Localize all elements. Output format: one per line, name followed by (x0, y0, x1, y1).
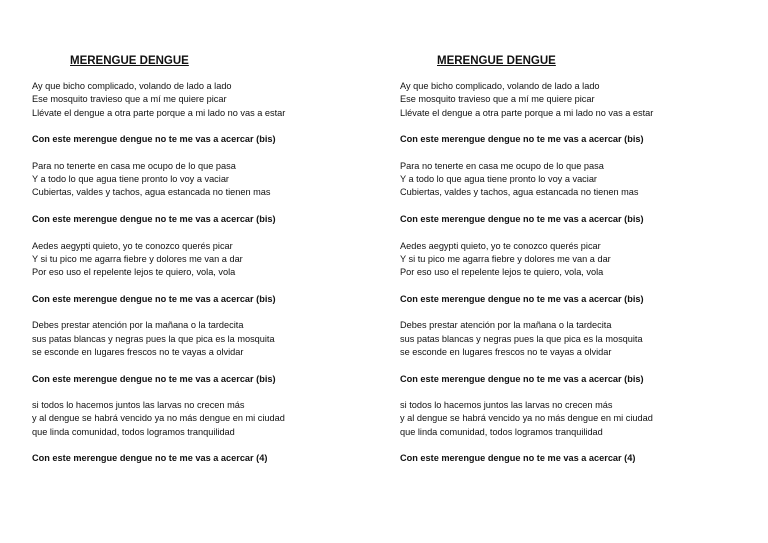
stanza-gap (32, 359, 392, 372)
verse-line: Ay que bicho complicado, volando de lado a lado (400, 81, 600, 91)
verse-line: Y si tu pico me agarra fiebre y dolores me van a dar (32, 253, 243, 264)
verse-line: Y si tu pico me agarra fiebre y dolores me van a dar (400, 253, 611, 264)
song-title: MERENGUE DENGUE (437, 55, 556, 67)
chorus-line: Con este merengue dengue no te me vas a acercar (bis) (32, 293, 276, 304)
stanza-gap (400, 120, 760, 133)
verse-2 (400, 160, 760, 200)
verse-line: Ese mosquito travieso que a mí me quiere picar (32, 94, 227, 105)
verse-line: Debes prestar atención por la mañana o la tardecita (32, 320, 244, 331)
verse-2 (32, 160, 392, 200)
verse-line: si todos lo hacemos juntos las larvas no crecen más (400, 400, 613, 411)
stanza-gap (32, 306, 392, 319)
stanza-gap (400, 439, 760, 452)
verse-1 (400, 80, 760, 120)
chorus-line: Con este merengue dengue no te me vas a acercar (bis) (32, 213, 276, 224)
verse-4 (32, 319, 392, 359)
verse-line: Debes prestar atención por la mañana o la tardecita (400, 320, 612, 331)
verse-line: y al dengue se habrá vencido ya no más dengue en mi ciudad (32, 413, 285, 424)
verse-3 (32, 240, 392, 280)
lyrics-column-right (400, 54, 760, 466)
stanza-gap (32, 200, 392, 213)
verse-line: Cubiertas, valdes y tachos, agua estancada no tienen mas (400, 187, 639, 198)
stanza-gap (32, 439, 392, 452)
stanza-gap (400, 146, 760, 159)
verse-1 (32, 80, 392, 120)
verse-4 (400, 319, 760, 359)
verse-line: Y a todo lo que agua tiene pronto lo voy a vaciar (400, 174, 597, 185)
verse-line: sus patas blancas y negras pues la que pica es la mosquita (32, 333, 275, 344)
lyrics-column-left (32, 54, 392, 466)
song-title: MERENGUE DENGUE (70, 55, 189, 67)
verse-line: Llévate el dengue a otra parte porque a mi lado no vas a estar (400, 107, 654, 118)
verse-line: que linda comunidad, todos logramos tranquilidad (32, 426, 235, 437)
verse-line: Para no tenerte en casa me ocupo de lo que pasa (400, 160, 604, 171)
stanza-gap (32, 146, 392, 159)
verse-3 (400, 240, 760, 280)
stanza-gap (32, 279, 392, 292)
verse-line: Y a todo lo que agua tiene pronto lo voy a vaciar (32, 174, 229, 185)
verse-line: sus patas blancas y negras pues la que pica es la mosquita (400, 333, 643, 344)
stanza-gap (400, 306, 760, 319)
chorus-line: Con este merengue dengue no te me vas a acercar (bis) (400, 373, 644, 384)
verse-line: Por eso uso el repelente lejos te quiero, vola, vola (400, 267, 604, 278)
verse-line: Aedes aegypti quieto, yo te conozco querés picar (400, 240, 601, 251)
chorus-line: Con este merengue dengue no te me vas a acercar (4) (400, 453, 636, 464)
stanza-gap (400, 359, 760, 372)
verse-line: Llévate el dengue a otra parte porque a mi lado no vas a estar (32, 107, 286, 118)
chorus-line: Con este merengue dengue no te me vas a acercar (4) (32, 453, 268, 464)
verse-line: Aedes aegypti quieto, yo te conozco querés picar (32, 240, 233, 251)
verse-line: Por eso uso el repelente lejos te quiero, vola, vola (32, 267, 236, 278)
chorus-line: Con este merengue dengue no te me vas a acercar (bis) (400, 293, 644, 304)
verse-5 (400, 399, 760, 439)
verse-line: Ay que bicho complicado, volando de lado a lado (32, 81, 232, 91)
stanza-gap (32, 386, 392, 399)
verse-line: se esconde en lugares frescos no te vayas a olvidar (400, 346, 612, 357)
verse-5 (32, 399, 392, 439)
verse-line: Para no tenerte en casa me ocupo de lo que pasa (32, 160, 236, 171)
verse-line: Ese mosquito travieso que a mí me quiere picar (400, 94, 595, 105)
stanza-gap (32, 226, 392, 239)
verse-line: y al dengue se habrá vencido ya no más dengue en mi ciudad (400, 413, 653, 424)
chorus-line: Con este merengue dengue no te me vas a acercar (bis) (32, 134, 276, 145)
stanza-gap (32, 120, 392, 133)
verse-line: que linda comunidad, todos logramos tranquilidad (400, 426, 603, 437)
verse-line: si todos lo hacemos juntos las larvas no crecen más (32, 400, 245, 411)
stanza-gap (400, 200, 760, 213)
stanza-gap (400, 386, 760, 399)
chorus-line: Con este merengue dengue no te me vas a acercar (bis) (32, 373, 276, 384)
verse-line: se esconde en lugares frescos no te vayas a olvidar (32, 346, 244, 357)
chorus-line: Con este merengue dengue no te me vas a acercar (bis) (400, 213, 644, 224)
verse-line: Cubiertas, valdes y tachos, agua estancada no tienen mas (32, 187, 271, 198)
stanza-gap (400, 226, 760, 239)
stanza-gap (400, 279, 760, 292)
chorus-line: Con este merengue dengue no te me vas a acercar (bis) (400, 134, 644, 145)
